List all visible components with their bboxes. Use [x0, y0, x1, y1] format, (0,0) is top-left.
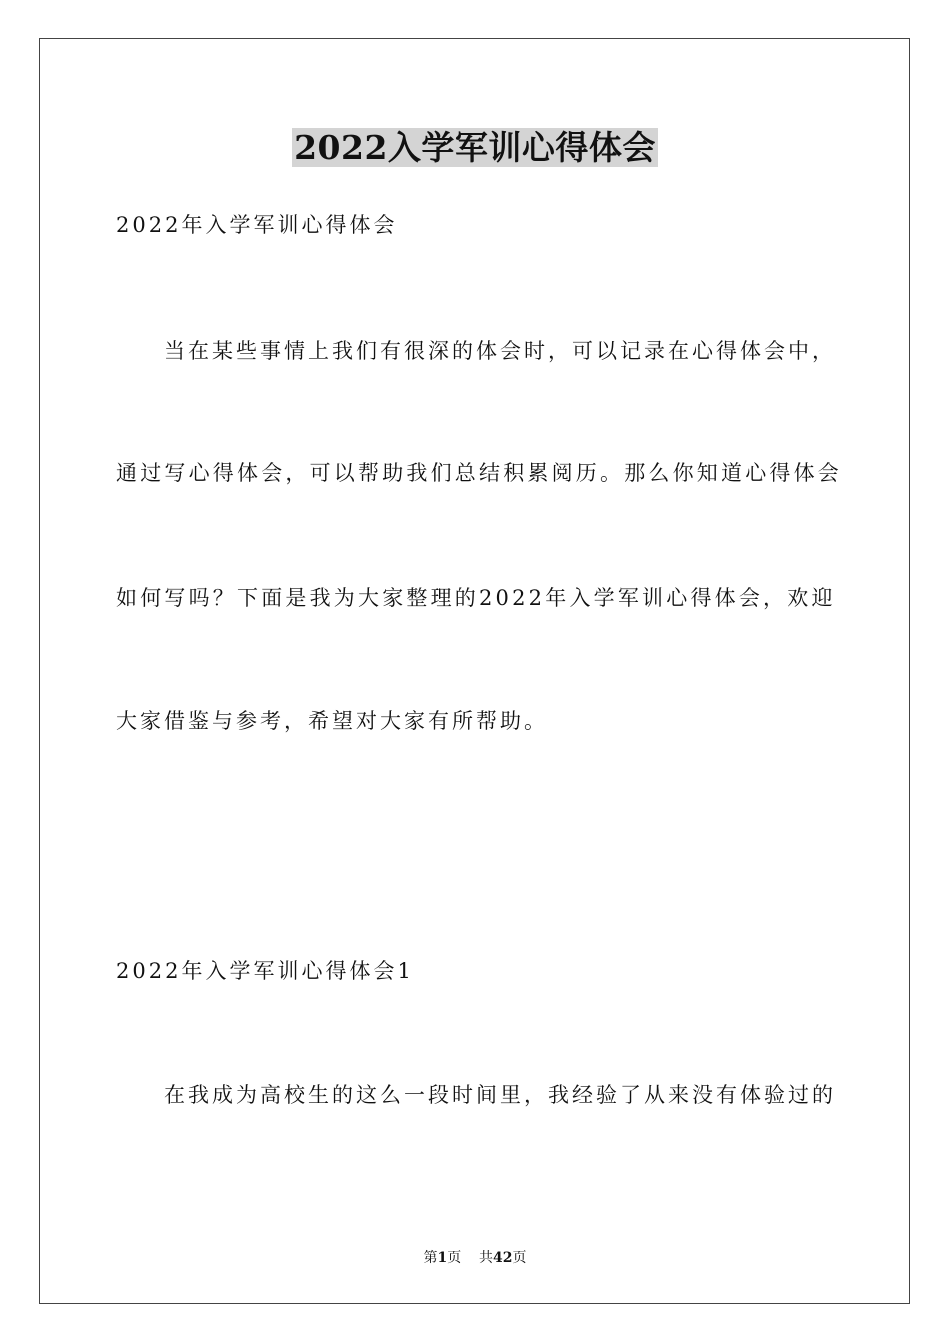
document-subtitle: 2022年入学军训心得体会 — [116, 213, 398, 237]
intro-line-2: 通过写心得体会，可以帮助我们总结积累阅历。那么你知道心得体会 — [116, 461, 842, 485]
intro-line-4: 大家借鉴与参考，希望对大家有所帮助。 — [116, 709, 548, 733]
intro-line-1: 当在某些事情上我们有很深的体会时，可以记录在心得体会中， — [164, 339, 836, 363]
footer-total-pages: 42 — [493, 1250, 513, 1266]
document-title — [0, 126, 950, 170]
intro-line-3: 如何写吗？下面是我为大家整理的2022年入学军训心得体会，欢迎 — [116, 586, 836, 610]
section-line-1: 在我成为高校生的这么一段时间里，我经验了从来没有体验过的 — [164, 1083, 836, 1107]
footer-total-prefix: 共 — [479, 1250, 494, 1266]
footer-page-suffix: 页 — [447, 1250, 462, 1266]
section-heading: 2022年入学军训心得体会1 — [116, 959, 414, 983]
footer-total-suffix: 页 — [512, 1250, 527, 1266]
page-footer — [0, 1248, 950, 1268]
document-title-text: 2022入学军训心得体会 — [294, 128, 656, 167]
footer-page-number: 1 — [437, 1250, 448, 1266]
footer-page-prefix: 第 — [423, 1250, 438, 1266]
